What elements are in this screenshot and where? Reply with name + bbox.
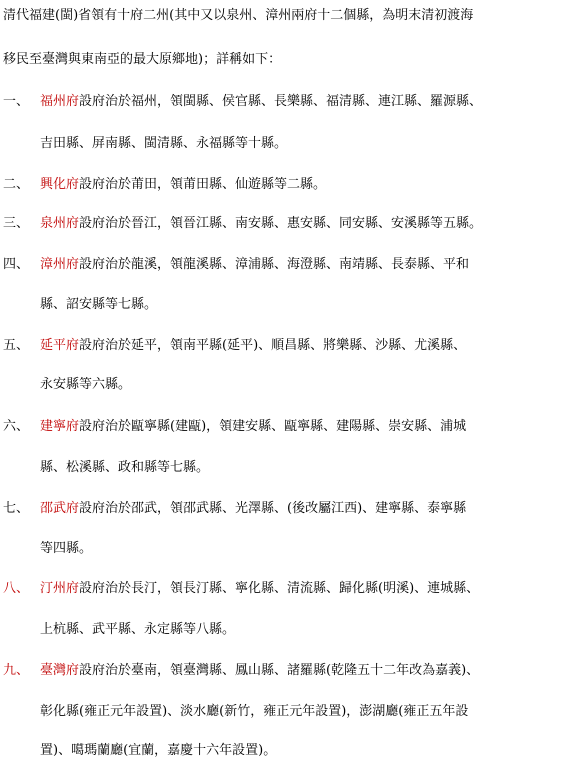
prefecture-name: 興化府	[40, 177, 80, 192]
item-text-line: 等四縣。	[40, 541, 93, 556]
item-text-line	[40, 93, 482, 111]
prefecture-name: 邵武府	[40, 501, 80, 516]
item-number: 二、	[3, 177, 30, 192]
item-description: 設府治於甌寧縣(建甌)，領建安縣、甌寧縣、建陽縣、崇安縣、浦城	[79, 419, 467, 434]
item-description: 設府治於莆田，領莆田縣、仙遊縣等二縣。	[79, 177, 327, 192]
item-description: 設府治於晉江，領晉江縣、南安縣、惠安縣、同安縣、安溪縣等五縣。	[79, 216, 483, 231]
prefecture-name: 建寧府	[40, 419, 80, 434]
item-text-line: 彰化縣(雍正元年設置)、淡水廳(新竹，雍正元年設置)，澎湖廳(雍正五年設	[40, 704, 469, 719]
item-number: 六、	[3, 419, 30, 434]
item-text-line: 縣、松溪縣、政和縣等七縣。	[40, 460, 210, 475]
item-text-line: 縣、詔安縣等七縣。	[40, 297, 158, 312]
prefecture-name: 泉州府	[40, 216, 80, 231]
item-text-line	[40, 176, 326, 194]
prefecture-name: 漳州府	[40, 257, 80, 272]
item-description: 設府治於延平，領南平縣(延平)、順昌縣、將樂縣、沙縣、尤溪縣、	[79, 338, 467, 353]
item-number: 三、	[3, 216, 30, 231]
item-description: 設府治於龍溪，領龍溪縣、漳浦縣、海澄縣、南靖縣、長泰縣、平和	[79, 257, 470, 272]
item-number: 五、	[3, 338, 30, 353]
prefecture-name: 汀州府	[40, 581, 80, 596]
item-number: 八、	[3, 581, 30, 596]
item-text-line	[40, 500, 466, 518]
item-text-line	[40, 256, 469, 274]
item-text-line	[40, 418, 466, 436]
intro-line-1: 清代福建(閩)省領有十府二州(其中又以泉州、漳州兩府十二個縣，為明末清初渡海	[3, 8, 474, 23]
item-text-line	[40, 662, 479, 680]
prefecture-name: 福州府	[40, 94, 80, 109]
item-description: 設府治於臺南，領臺灣縣、鳳山縣、諸羅縣(乾隆五十二年改為嘉義)、	[79, 663, 480, 678]
prefecture-name: 延平府	[40, 338, 80, 353]
item-text-line: 吉田縣、屏南縣、閩清縣、永福縣等十縣。	[40, 136, 288, 151]
item-number: 九、	[3, 663, 30, 678]
item-description: 設府治於長汀，領長汀縣、寧化縣、清流縣、歸化縣(明溪)、連城縣、	[79, 581, 480, 596]
intro-line-2: 移民至臺灣與東南亞的最大原鄉地)；詳稱如下：	[3, 52, 282, 67]
item-text-line	[40, 215, 482, 233]
item-number: 一、	[3, 94, 30, 109]
item-text-line: 上杭縣、武平縣、永定縣等八縣。	[40, 622, 236, 637]
item-description: 設府治於福州，領閩縣、侯官縣、長樂縣、福清縣、連江縣、羅源縣、	[79, 94, 483, 109]
item-number: 七、	[3, 501, 30, 516]
item-text-line	[40, 337, 466, 355]
item-text-line	[40, 580, 479, 598]
item-description: 設府治於邵武，領邵武縣、光澤縣、(後改屬江西)、建寧縣、泰寧縣	[79, 501, 467, 516]
item-text-line: 永安縣等六縣。	[40, 377, 132, 392]
item-number: 四、	[3, 257, 30, 272]
item-text-line: 置)、噶瑪蘭廳(宜蘭，嘉慶十六年設置)。	[40, 743, 277, 758]
prefecture-name: 臺灣府	[40, 663, 80, 678]
